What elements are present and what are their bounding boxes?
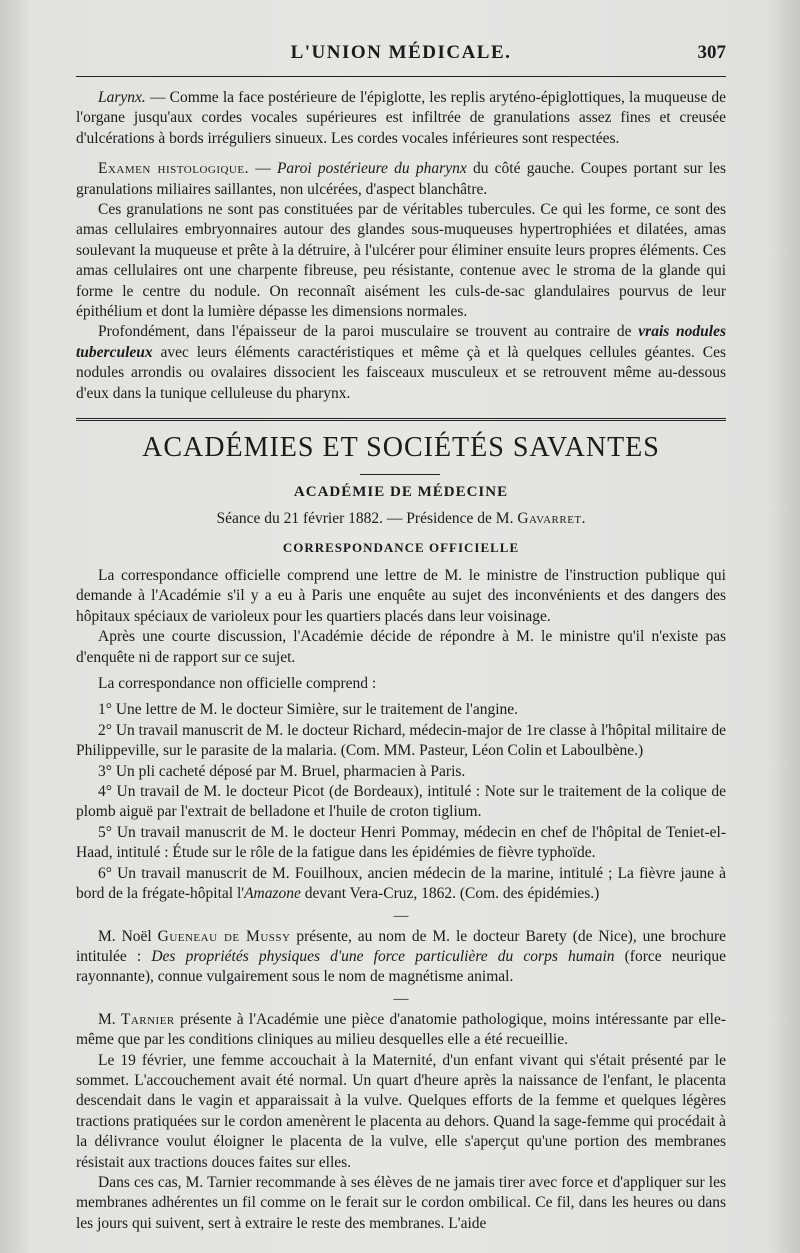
section-separator [76,418,726,421]
separator-dash: — [393,907,409,924]
case-paragraph: Le 19 février, une femme accouchait à la Maternité, d'un enfant vivant qui s'était présenté par le sommet. L'accouchement avait été normal. Un quart d'heure après la naissance de l'enfant, le placenta descendait dans le vagin et apparaissait à la vulve. Quelques efforts de la femme et quelques légères tractions pratiquées sur le cordon amenèrent le placenta au dehors. Quand la sage-femme qui procédait à la délivrance voulut éloigner le placenta de la vulve, elle s'aperçut qu'une portion des membranes résistait aux tractions douces faites sur elles. [76,1051,726,1171]
title-underline [360,474,440,475]
correspondance-item-6: 6° Un travail manuscrit de M. Fouilhoux, ancien médecin de la marine, intitulé ; La fièvre jaune à bord de la frégate-hôpital l'Amazone devant Vera-Cruz, 1862. (Com. des épidémies.) [76,864,726,903]
academy-subtitle: ACADÉMIE DE MÉDECINE [293,484,509,500]
correspondance-heading: CORRESPONDANCE OFFICIELLE [282,540,520,555]
session-line: Séance du 21 février 1882. — Présidence de M. Gavarret. [216,510,586,527]
academy-decision: Après une courte discussion, l'Académie décide de répondre à M. le ministre qu'il n'existe pas d'enquête ni de rapport sur ce sujet. [76,628,726,666]
page-number: 307 [697,42,726,63]
official-correspondance: La correspondance officielle comprend une lettre de M. le ministre de l'instruction publique qui demande à l'Académie s'il y a eu à Paris une enquête au sujet des inconvénients et des dangers des hôpitaux spéciaux de varioleux pour les quartiers placés dans leur voisinage. [76,567,726,625]
section-title: ACADÉMIES ET SOCIÉTÉS SAVANTES [142,432,660,463]
separator-dash: — [393,990,409,1007]
session-body [76,566,726,1234]
recommendation-paragraph: Dans ces cas, M. Tarnier recommande à ses élèves de ne jamais tirer avec force et d'appliquer sur les membranes adhérentes un fil comme on le ferait sur le cordon ombilical. Ce fil, dans les heures ou dans les jours qui suivent, sert à extraire le reste des membranes. L'aide [76,1173,726,1232]
journal-title: L'UNION MÉDICALE. [290,42,512,63]
histology-paragraph: Examen histologique. — Paroi postérieure du pharynx du côté gauche. Coupes portant sur les granulations miliaires saillantes, non ulcérées, d'aspect blanchâtre. [76,160,726,198]
correspondance-item-2: 2° Un travail manuscrit de M. le docteur Richard, médecin-major de 1re classe à l'hôpital militaire de Philippeville, sur le parasite de la malaria. (Com. MM. Pasteur, Léon Colin et Laboulbène.) [76,721,726,760]
tarnier-paragraph: M. Tarnier présente à l'Académie une pièce d'anatomie pathologique, moins intéressante par elle-même que par les conditions cliniques au milieu desquelles elle a été recueillie. [76,1010,726,1049]
running-header [76,42,726,70]
case-report-continuation [76,88,726,404]
correspondance-item-1: 1° Une lettre de M. le docteur Simière, sur le traitement de l'angine. [98,701,519,719]
gueneau-paragraph: M. Noël Gueneau de Mussy présente, au nom de M. le docteur Barety (de Nice), une brochure intitulée : Des propriétés physiques d'une force particulière du corps humain (force neurique rayonnante), connue vulgairement sous le nom de magnétisme animal. [76,927,726,986]
correspondance-item-5: 5° Un travail manuscrit de M. le docteur Henri Pommay, médecin en chef de l'hôpital de Teniet-el-Haad, intitulé : Étude sur le rôle de la fatigue dans les épidémies de fièvre typhoïde. [76,823,726,862]
larynx-paragraph: Larynx. — Comme la face postérieure de l'épiglotte, les replis aryténo-épiglottiques, la muqueuse de l'organe jusqu'aux cordes vocales supérieures est infiltrée de granulations assez fines et creusée d'ulcérations à bords irréguliers sinueux. Les cordes vocales inférieures sont respectées. [76,89,726,147]
larynx-label: Larynx. [98,89,146,106]
correspondance-item-4: 4° Un travail de M. le docteur Picot (de Bordeaux), intitulé : Note sur le traitement de la colique de plomb aiguë par l'extrait de belladone et l'huile de croton tiglium. [76,783,726,821]
correspondance-item-3: 3° Un pli cacheté déposé par M. Bruel, pharmacien à Paris. [98,762,466,780]
granulations-paragraph: Ces granulations ne sont pas constituées par de véritables tubercules. Ce qui les forme, ce sont des amas cellulaires embryonnaires autour des glandes sous-muqueuses hypertrophiées et dilatées, amas soulevant la muqueuse et prête à la détruire, à l'ulcérer pour éliminer ensuite leurs propres éléments. Ces amas cellulaires ont une charpente fibreuse, peu résistante, contenue avec le stroma de la glande qui forme le centre du nodule. On reconnaît aisément les culs-de-sac glandulaires pourvus de leur épithélium et dont la lumière dépasse les dimensions normales. [76,201,726,321]
histology-label: Examen histologique. [98,160,249,178]
unofficial-intro: La correspondance non officielle comprend : [98,675,377,693]
header-rule [76,76,726,77]
tubercles-paragraph: Profondément, dans l'épaisseur de la paroi musculaire se trouvent au contraire de vrais nodules tuberculeux avec leurs éléments caractéristiques et même çà et là quelques cellules géantes. Ces nodules arrondis ou ovalaires dissocient les faisceaux musculeux et se retrouvent même au-dessous d'eux dans la tunique celluleuse du pharynx. [76,323,726,402]
